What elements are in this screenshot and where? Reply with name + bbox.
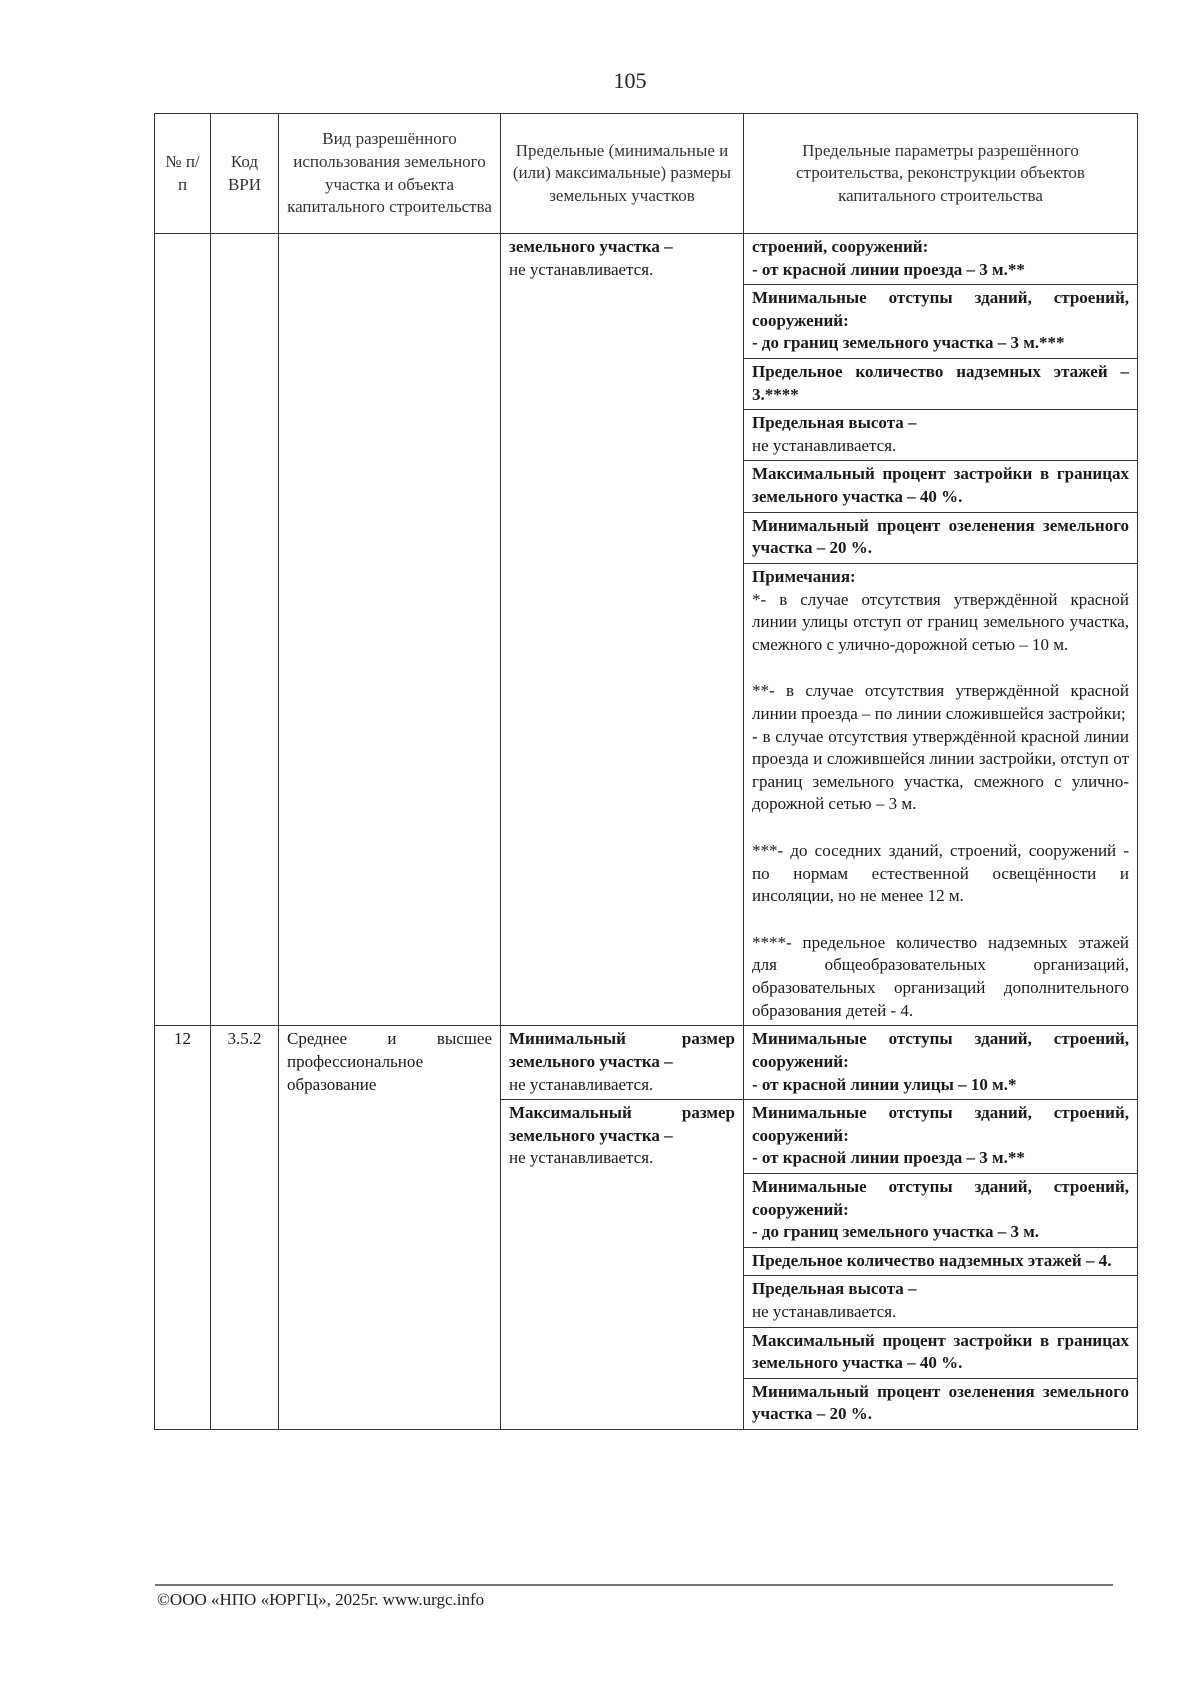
param-block: Предельная высота – не устанавливается. — [744, 409, 1137, 460]
footer-copyright: ©ООО «НПО «ЮРГЦ», 2025г. www.urgc.info — [157, 1590, 485, 1609]
note: **- в случае отсутствия утверждённой красной линии проезда – по линии сложившейся застройки; — [752, 681, 1129, 723]
note: ***- до соседних зданий, строений, сооружений - по нормам естественной освещённости и инсоляции, но не менее 12 м. — [752, 841, 1129, 906]
cell-size-continued — [501, 234, 744, 1026]
page-number: 105 — [613, 68, 647, 93]
table-row-12 — [155, 1026, 1138, 1430]
param-block: строений, сооружений: - от красной линии проезда – 3 м.** — [752, 237, 1025, 279]
param-block: Минимальные отступы зданий, строений, сооружений: - до границ земельного участка – 3 м. — [744, 1173, 1137, 1247]
cell-params — [744, 1026, 1138, 1430]
param-block: Минимальные отступы зданий, строений, сооружений: - от красной линии проезда – 3 м.** — [744, 1099, 1137, 1173]
cell-use-empty — [279, 234, 501, 1026]
header-use: Вид разрешённого использования земельного участка и объекта капитального строительства — [279, 114, 501, 234]
param-block: Минимальные отступы зданий, строений, сооружений: - от красной линии улицы – 10 м.* — [752, 1029, 1129, 1094]
cell-params-continued — [744, 234, 1138, 1026]
cell-use: Среднее и высшее профессиональное образование — [279, 1026, 501, 1430]
param-block: Предельная высота – не устанавливается. — [744, 1275, 1137, 1326]
note: *- в случае отсутствия утверждённой красной линии улицы отступ от границ земельного участка, смежного с улично-дорожной сетью – 10 м. — [752, 589, 1129, 654]
table-row-continued — [155, 234, 1138, 1026]
cell-code-empty — [211, 234, 279, 1026]
cell-num-empty — [155, 234, 211, 1026]
header-code: Код ВРИ — [211, 114, 279, 234]
cell-code: 3.5.2 — [211, 1026, 279, 1430]
size-block: Минимальный размер земельного участка – не устанавливается. — [509, 1029, 735, 1094]
param-block: Предельное количество надземных этажей – 3.**** — [744, 358, 1137, 409]
param-block: Максимальный процент застройки в границах земельного участка – 40 %. — [744, 460, 1137, 511]
note: - в случае отсутствия утверждённой красной линии проезда и сложившейся линии застройки, отступ от границ земельного участка, смежного с улично-дорожной сетью – 3 м. — [752, 726, 1129, 814]
param-block: Максимальный процент застройки в границах земельного участка – 40 %. — [744, 1327, 1137, 1378]
cell-size — [501, 1026, 744, 1430]
param-block: Предельное количество надземных этажей – 4. — [744, 1247, 1137, 1276]
header-params: Предельные параметры разрешённого строительства, реконструкции объектов капитального строительства — [744, 114, 1138, 234]
notes-block — [744, 563, 1137, 1025]
param-block: Минимальный процент озеленения земельного участка – 20 %. — [744, 1378, 1137, 1429]
table-header-row — [155, 114, 1138, 234]
size-label: земельного участка – — [509, 237, 673, 256]
footer-divider — [155, 1584, 1113, 1586]
regulations-table — [154, 113, 1138, 1430]
param-block: Минимальный процент озеленения земельного участка – 20 %. — [744, 512, 1137, 563]
cell-num: 12 — [155, 1026, 211, 1430]
param-block: Минимальные отступы зданий, строений, сооружений: - до границ земельного участка – 3 м.*** — [744, 284, 1137, 358]
notes-title: Примечания: — [752, 566, 856, 586]
size-value: не устанавливается. — [509, 259, 654, 279]
header-size: Предельные (минимальные и (или) максимальные) размеры земельных участков — [501, 114, 744, 234]
header-num: № п/п — [155, 114, 211, 234]
note: ****- предельное количество надземных этажей для общеобразовательных организаций, образовательных организаций дополнительного образования детей - 4. — [752, 932, 1129, 1020]
size-block: Максимальный размер земельного участка – не устанавливается. — [501, 1099, 743, 1173]
